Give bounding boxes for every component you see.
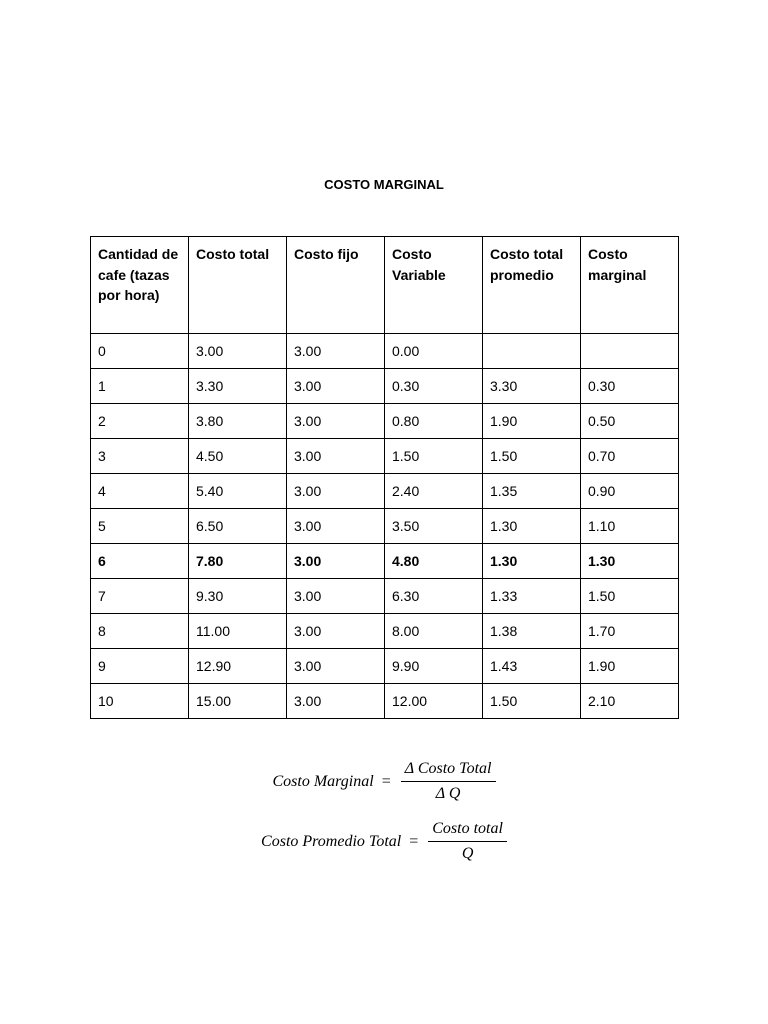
cell-cantidad: 7 xyxy=(91,579,189,614)
table-row xyxy=(91,544,679,579)
formula-numerator: Δ Costo Total xyxy=(401,760,496,782)
table-row xyxy=(91,369,679,404)
cell-costo-variable: 1.50 xyxy=(385,439,483,474)
cell-costo-total-promedio: 1.43 xyxy=(483,649,581,684)
cell-cantidad: 8 xyxy=(91,614,189,649)
cell-costo-variable: 8.00 xyxy=(385,614,483,649)
table-row xyxy=(91,579,679,614)
cell-cantidad: 9 xyxy=(91,649,189,684)
cell-costo-marginal: 1.30 xyxy=(581,544,679,579)
cell-cantidad: 5 xyxy=(91,509,189,544)
cell-costo-total: 5.40 xyxy=(189,474,287,509)
cell-costo-total: 6.50 xyxy=(189,509,287,544)
cell-costo-total: 12.90 xyxy=(189,649,287,684)
cell-costo-total: 3.80 xyxy=(189,404,287,439)
cell-costo-variable: 0.30 xyxy=(385,369,483,404)
cell-costo-total: 15.00 xyxy=(189,684,287,719)
cell-costo-variable: 0.80 xyxy=(385,404,483,439)
cost-table xyxy=(90,236,679,719)
formula-numerator: Costo total xyxy=(428,820,507,842)
cell-costo-fijo: 3.00 xyxy=(287,579,385,614)
page-title: COSTO MARGINAL xyxy=(324,177,444,192)
header-costo-variable: Costo Variable xyxy=(385,237,483,334)
header-costo-marginal: Costo marginal xyxy=(581,237,679,334)
cell-cantidad: 3 xyxy=(91,439,189,474)
cell-costo-total-promedio: 1.35 xyxy=(483,474,581,509)
cell-costo-fijo: 3.00 xyxy=(287,684,385,719)
cell-cantidad: 10 xyxy=(91,684,189,719)
table-row xyxy=(91,684,679,719)
header-cantidad: Cantidad de cafe (tazas por hora) xyxy=(91,237,189,334)
cell-costo-fijo: 3.00 xyxy=(287,369,385,404)
cell-costo-fijo: 3.00 xyxy=(287,649,385,684)
cell-costo-total-promedio: 1.30 xyxy=(483,509,581,544)
formula-equals: = xyxy=(409,832,419,850)
formula-costo-marginal xyxy=(0,760,768,803)
cell-costo-variable: 0.00 xyxy=(385,334,483,369)
table-header-row xyxy=(91,237,679,334)
cell-costo-marginal: 0.30 xyxy=(581,369,679,404)
cell-costo-total: 11.00 xyxy=(189,614,287,649)
formula-fraction xyxy=(401,760,496,803)
cell-costo-total: 9.30 xyxy=(189,579,287,614)
table-row xyxy=(91,439,679,474)
cell-costo-total: 4.50 xyxy=(189,439,287,474)
formula-fraction xyxy=(428,820,507,863)
formula-lhs: Costo Promedio Total xyxy=(261,832,402,850)
cell-costo-fijo: 3.00 xyxy=(287,334,385,369)
table-row xyxy=(91,649,679,684)
cell-costo-fijo: 3.00 xyxy=(287,544,385,579)
cell-costo-marginal: 2.10 xyxy=(581,684,679,719)
cell-cantidad: 4 xyxy=(91,474,189,509)
cell-costo-fijo: 3.00 xyxy=(287,474,385,509)
cell-costo-total-promedio: 1.38 xyxy=(483,614,581,649)
table-row xyxy=(91,474,679,509)
cell-costo-variable: 2.40 xyxy=(385,474,483,509)
formula-costo-promedio-total xyxy=(0,820,768,863)
cell-costo-total-promedio: 1.30 xyxy=(483,544,581,579)
cell-costo-fijo: 3.00 xyxy=(287,404,385,439)
cell-cantidad: 6 xyxy=(91,544,189,579)
cell-costo-variable: 12.00 xyxy=(385,684,483,719)
cell-costo-fijo: 3.00 xyxy=(287,614,385,649)
cell-costo-variable: 9.90 xyxy=(385,649,483,684)
cell-costo-total: 3.00 xyxy=(189,334,287,369)
cell-costo-marginal: 1.70 xyxy=(581,614,679,649)
cell-costo-marginal: 0.50 xyxy=(581,404,679,439)
cell-costo-marginal: 1.90 xyxy=(581,649,679,684)
table-body xyxy=(91,334,679,719)
cell-costo-variable: 4.80 xyxy=(385,544,483,579)
cell-costo-marginal xyxy=(581,334,679,369)
table-row xyxy=(91,509,679,544)
cell-costo-variable: 3.50 xyxy=(385,509,483,544)
cell-cantidad: 1 xyxy=(91,369,189,404)
cell-costo-total-promedio: 1.50 xyxy=(483,439,581,474)
header-costo-total-promedio: Costo total promedio xyxy=(483,237,581,334)
cell-costo-total-promedio: 1.90 xyxy=(483,404,581,439)
formula-denominator: Q xyxy=(461,845,474,862)
cell-costo-fijo: 3.00 xyxy=(287,509,385,544)
cell-costo-fijo: 3.00 xyxy=(287,439,385,474)
cell-costo-marginal: 0.90 xyxy=(581,474,679,509)
table-row xyxy=(91,334,679,369)
table-row xyxy=(91,404,679,439)
formula-lhs: Costo Marginal xyxy=(272,772,374,790)
header-costo-fijo: Costo fijo xyxy=(287,237,385,334)
cell-costo-marginal: 1.10 xyxy=(581,509,679,544)
cell-costo-marginal: 0.70 xyxy=(581,439,679,474)
cell-costo-total-promedio: 1.50 xyxy=(483,684,581,719)
formula-denominator: Δ Q xyxy=(435,785,461,802)
formula-equals: = xyxy=(381,772,391,790)
cell-costo-total: 7.80 xyxy=(189,544,287,579)
cell-costo-total-promedio: 3.30 xyxy=(483,369,581,404)
cell-costo-total: 3.30 xyxy=(189,369,287,404)
cell-costo-total-promedio: 1.33 xyxy=(483,579,581,614)
cell-costo-variable: 6.30 xyxy=(385,579,483,614)
cell-costo-marginal: 1.50 xyxy=(581,579,679,614)
table-row xyxy=(91,614,679,649)
header-costo-total: Costo total xyxy=(189,237,287,334)
cell-costo-total-promedio xyxy=(483,334,581,369)
cell-cantidad: 2 xyxy=(91,404,189,439)
cell-cantidad: 0 xyxy=(91,334,189,369)
